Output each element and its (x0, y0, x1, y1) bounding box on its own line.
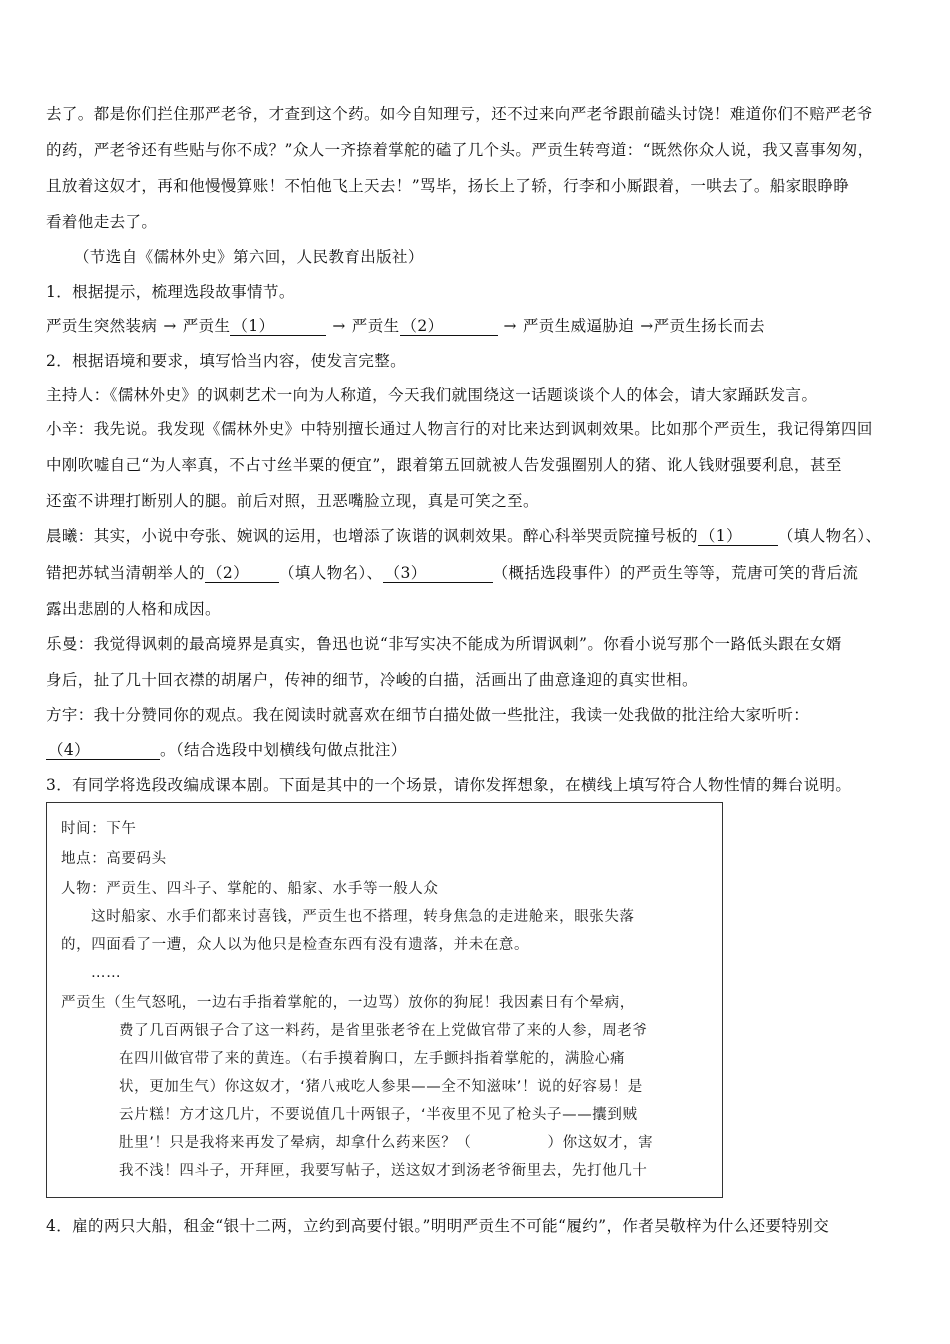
plot-step-2-prefix: 严贡生 (182, 317, 231, 335)
script-line-1: 严贡生（生气怒吼，一边右手指着掌舵的，一边骂）放你的狗屁！我因素日有个晕病， (61, 995, 635, 1011)
answer-blank-2-3[interactable]: （3） (383, 565, 493, 583)
arrow-icon: → (503, 317, 517, 335)
answer-blank-2-4[interactable]: （4） (46, 742, 160, 760)
question-4-title: 4．雇的两只大船，租金“银十二两，立约到高要付银。”明明严贡生不可能“履约”，作者吴敬梓为什么还要特别交 (46, 1217, 830, 1235)
chenxi-hint: （填人物名）、 (777, 527, 882, 545)
script-ellipsis: …… (91, 965, 122, 981)
script-direction-1: 这时船家、水手们都来讨喜钱，严贡生也不搭理，转身焦急的走进舱来，眼张失落 (91, 909, 635, 925)
passage-line-3: 且放着这奴才，再和他慢慢算账！不怕他飞上天去！”骂毕，扬长上了轿，行李和小厮跟着，一哄去了。船家眼睁睁 (46, 177, 850, 195)
passage-line-1: 去了。都是你们拦住那严老爷，才查到这个药。如今自知理亏，还不过来向严老爷跟前磕头讨饶！难道你们不赔严老爷 (46, 105, 873, 123)
script-text: ）你这奴才，害 (547, 1135, 654, 1151)
xiaoxin-speech-3: 还蛮不讲理打断别人的腿。前后对照，丑恶嘴脸立现，真是可笑之至。 (46, 492, 539, 510)
script-line-5: 云片糕！方才这几片，不要说值几十两银子，‘半夜里不见了枪头子——攮到贼 (119, 1107, 638, 1123)
script-line-2: 费了几百两银子合了这一料药，是省里张老爷在上党做官带了来的人参，周老爷 (119, 1023, 648, 1039)
script-line-7: 我不浅！四斗子，开拜匣，我要写帖子，送这奴才到汤老爷衙里去，先打他几十 (119, 1163, 648, 1179)
passage-source: （节选自《儒林外史》第六回，人民教育出版社） (74, 248, 424, 266)
host-speech: 主持人：《儒林外史》的讽刺艺术一向为人称道，今天我们就围绕这一话题谈谈个人的体会，请大家踊跃发言。 (46, 386, 818, 404)
script-text: 肚里’！只是我将来再发了晕病，却拿什么药来医？（ (119, 1135, 472, 1151)
script-direction-2: 的，四面看了一遭，众人以为他只是检查东西有没有遗落，并未在意。 (61, 937, 530, 953)
script-line-4: 状，更加生气）你这奴才，‘猪八戒吃人参果——全不知滋味’！说的好容易！是 (119, 1079, 643, 1095)
chenxi-text: 错把苏轼当清朝举人的 (46, 564, 206, 582)
question-1-title: 1．根据提示，梳理选段故事情节。 (46, 283, 295, 301)
arrow-icon: → (163, 317, 177, 335)
answer-blank-2-2[interactable]: （2） (205, 565, 279, 583)
script-time: 时间：下午 (61, 821, 137, 837)
fangyu-speech-2 (46, 740, 910, 760)
xiaoxin-speech-1: 小辛：我先说。我发现《儒林外史》中特别擅长通过人物言行的对比来达到讽刺效果。比如那个严贡生，我记得第四回 (46, 420, 873, 438)
answer-blank-1-2[interactable]: （2） (400, 318, 498, 336)
plot-step-1: 严贡生突然装病 (46, 317, 158, 335)
chenxi-speech-3: 露出悲剧的人格和成因。 (46, 600, 221, 618)
passage-line-2: 的药，严老爷还有些贴与你不成？”众人一齐捺着掌舵的磕了几个头。严贡生转弯道：“既然你众人说，我又喜事匆匆， (46, 141, 874, 159)
chenxi-speech-1 (46, 526, 910, 546)
fangyu-hint: 。（结合选段中划横线句做点批注） (160, 741, 407, 759)
xiaoxin-speech-2: 中刚吹嘘自己“为人率真，不占寸丝半粟的便宜”，跟着第五回就被人告发强圈别人的猪、讹人钱财强要利息，甚至 (46, 456, 842, 474)
chenxi-hint: （概括选段事件）的严贡生等等，荒唐可笑的背后流 (492, 564, 859, 582)
plot-step-5: →严贡生扬长而去 (640, 317, 765, 335)
arrow-icon: → (332, 317, 346, 335)
fangyu-speech-1: 方宇：我十分赞同你的观点。我在阅读时就喜欢在细节白描处做一些批注，我读一处我做的批注给大家听听： (46, 706, 810, 724)
chenxi-hint: （填人物名）、 (279, 564, 383, 582)
leman-speech-2: 身后，扯了几十回衣襟的胡屠户，传神的细节，冷峻的白描，活画出了曲意逢迎的真实世相。 (46, 671, 698, 689)
plot-step-3-prefix: 严贡生 (351, 317, 400, 335)
script-people: 人物：严贡生、四斗子、掌舵的、船家、水手等一般人众 (61, 881, 439, 897)
script-place: 地点：高要码头 (61, 851, 167, 867)
chenxi-speech-2 (46, 563, 910, 583)
passage-line-4: 看着他走去了。 (46, 213, 158, 231)
chenxi-text: 晨曦：其实，小说中夸张、婉讽的运用，也增添了诙谐的讽刺效果。醉心科举哭贡院撞号板的 (46, 527, 698, 545)
answer-blank-2-1[interactable]: （1） (698, 528, 778, 546)
script-line-3: 在四川做官带了来的黄连。（右手摸着胸口，左手颤抖指着掌舵的，满脸心痛 (119, 1051, 626, 1067)
question-1-flow (46, 316, 910, 336)
answer-blank-1-1[interactable]: （1） (230, 318, 326, 336)
script-excerpt-box (46, 802, 723, 1198)
question-2-title: 2．根据语境和要求，填写恰当内容，使发言完整。 (46, 352, 407, 370)
question-3-title: 3．有同学将选段改编成课本剧。下面是其中的一个场景，请你发挥想象，在横线上填写符合人物性情的舞台说明。 (46, 776, 852, 794)
leman-speech-1: 乐曼：我觉得讽刺的最高境界是真实，鲁迅也说“非写实决不能成为所谓讽刺”。你看小说写那个一路低头跟在女婿 (46, 635, 842, 653)
script-line-6 (119, 1133, 653, 1153)
plot-step-4: 严贡生威逼胁迫 (522, 317, 635, 335)
